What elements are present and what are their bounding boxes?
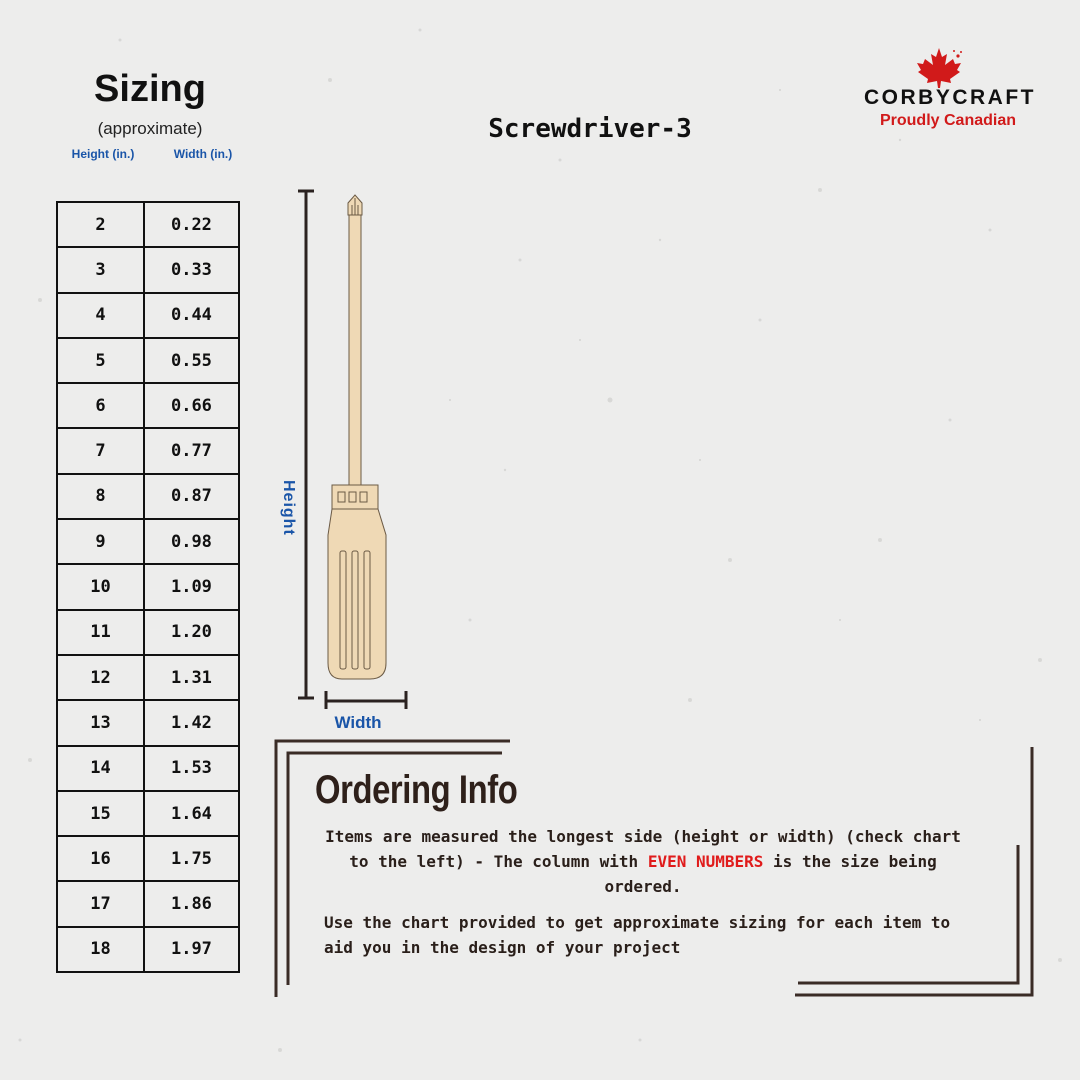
size-table	[56, 201, 240, 973]
height-cell: 15	[57, 791, 144, 836]
table-row	[57, 293, 239, 338]
height-cell: 3	[57, 247, 144, 292]
column-header-width: Width (in.)	[173, 147, 233, 161]
ordering-info-text-2: Use the chart provided to get approximate sizing for each item to aid you in the design of your project	[324, 913, 951, 957]
table-row	[57, 474, 239, 519]
height-cell: 13	[57, 700, 144, 745]
table-row	[57, 428, 239, 473]
ordering-info-title: Ordering Info	[315, 768, 518, 812]
width-cell: 1.86	[144, 881, 239, 926]
width-cell: 1.64	[144, 791, 239, 836]
width-cell: 1.20	[144, 610, 239, 655]
ordering-text-part: Items are measured the longest side (height or width) (check chart to the left) - The column with	[325, 827, 961, 871]
even-numbers-highlight: EVEN NUMBERS	[647, 852, 764, 871]
height-cell: 16	[57, 836, 144, 881]
table-row	[57, 836, 239, 881]
width-cell: 0.44	[144, 293, 239, 338]
height-cell: 6	[57, 383, 144, 428]
logo-wordmark: CORBYCRAFT	[864, 86, 1036, 109]
width-cell: 1.09	[144, 564, 239, 609]
table-row	[57, 927, 239, 972]
width-cell: 0.55	[144, 338, 239, 383]
table-row	[57, 610, 239, 655]
width-cell: 1.53	[144, 746, 239, 791]
logo-tagline: Proudly Canadian	[879, 112, 1017, 129]
width-label: Width	[334, 713, 382, 732]
table-row	[57, 383, 239, 428]
height-cell: 4	[57, 293, 144, 338]
ordering-text-part: is the size being ordered.	[604, 852, 937, 896]
screwdriver-icon	[328, 195, 386, 679]
height-cell: 8	[57, 474, 144, 519]
height-dimension-line	[298, 191, 314, 698]
height-cell: 10	[57, 564, 144, 609]
width-cell: 1.97	[144, 927, 239, 972]
table-row	[57, 519, 239, 564]
product-diagram	[290, 185, 420, 715]
width-cell: 1.31	[144, 655, 239, 700]
ordering-info-text-1	[318, 824, 968, 899]
height-cell: 18	[57, 927, 144, 972]
table-row	[57, 564, 239, 609]
width-cell: 0.22	[144, 202, 239, 247]
table-row	[57, 700, 239, 745]
sizing-title: Sizing	[94, 68, 206, 110]
width-dimension-line	[326, 691, 406, 709]
width-cell: 0.98	[144, 519, 239, 564]
height-cell: 17	[57, 881, 144, 926]
table-row	[57, 746, 239, 791]
table-row	[57, 791, 239, 836]
width-cell: 1.42	[144, 700, 239, 745]
height-cell: 9	[57, 519, 144, 564]
table-row	[57, 655, 239, 700]
maple-leaf-icon	[914, 46, 964, 88]
width-cell: 0.33	[144, 247, 239, 292]
table-row	[57, 338, 239, 383]
width-cell: 0.87	[144, 474, 239, 519]
height-cell: 5	[57, 338, 144, 383]
height-label: Height	[280, 480, 297, 536]
height-cell: 11	[57, 610, 144, 655]
height-cell: 14	[57, 746, 144, 791]
width-cell: 1.75	[144, 836, 239, 881]
table-row	[57, 202, 239, 247]
height-cell: 7	[57, 428, 144, 473]
height-cell: 2	[57, 202, 144, 247]
width-cell: 0.66	[144, 383, 239, 428]
table-row	[57, 881, 239, 926]
column-header-height: Height (in.)	[71, 147, 135, 161]
sizing-subtitle: (approximate)	[97, 119, 203, 138]
height-cell: 12	[57, 655, 144, 700]
product-title: Screwdriver-3	[488, 114, 692, 144]
width-cell: 0.77	[144, 428, 239, 473]
table-row	[57, 247, 239, 292]
